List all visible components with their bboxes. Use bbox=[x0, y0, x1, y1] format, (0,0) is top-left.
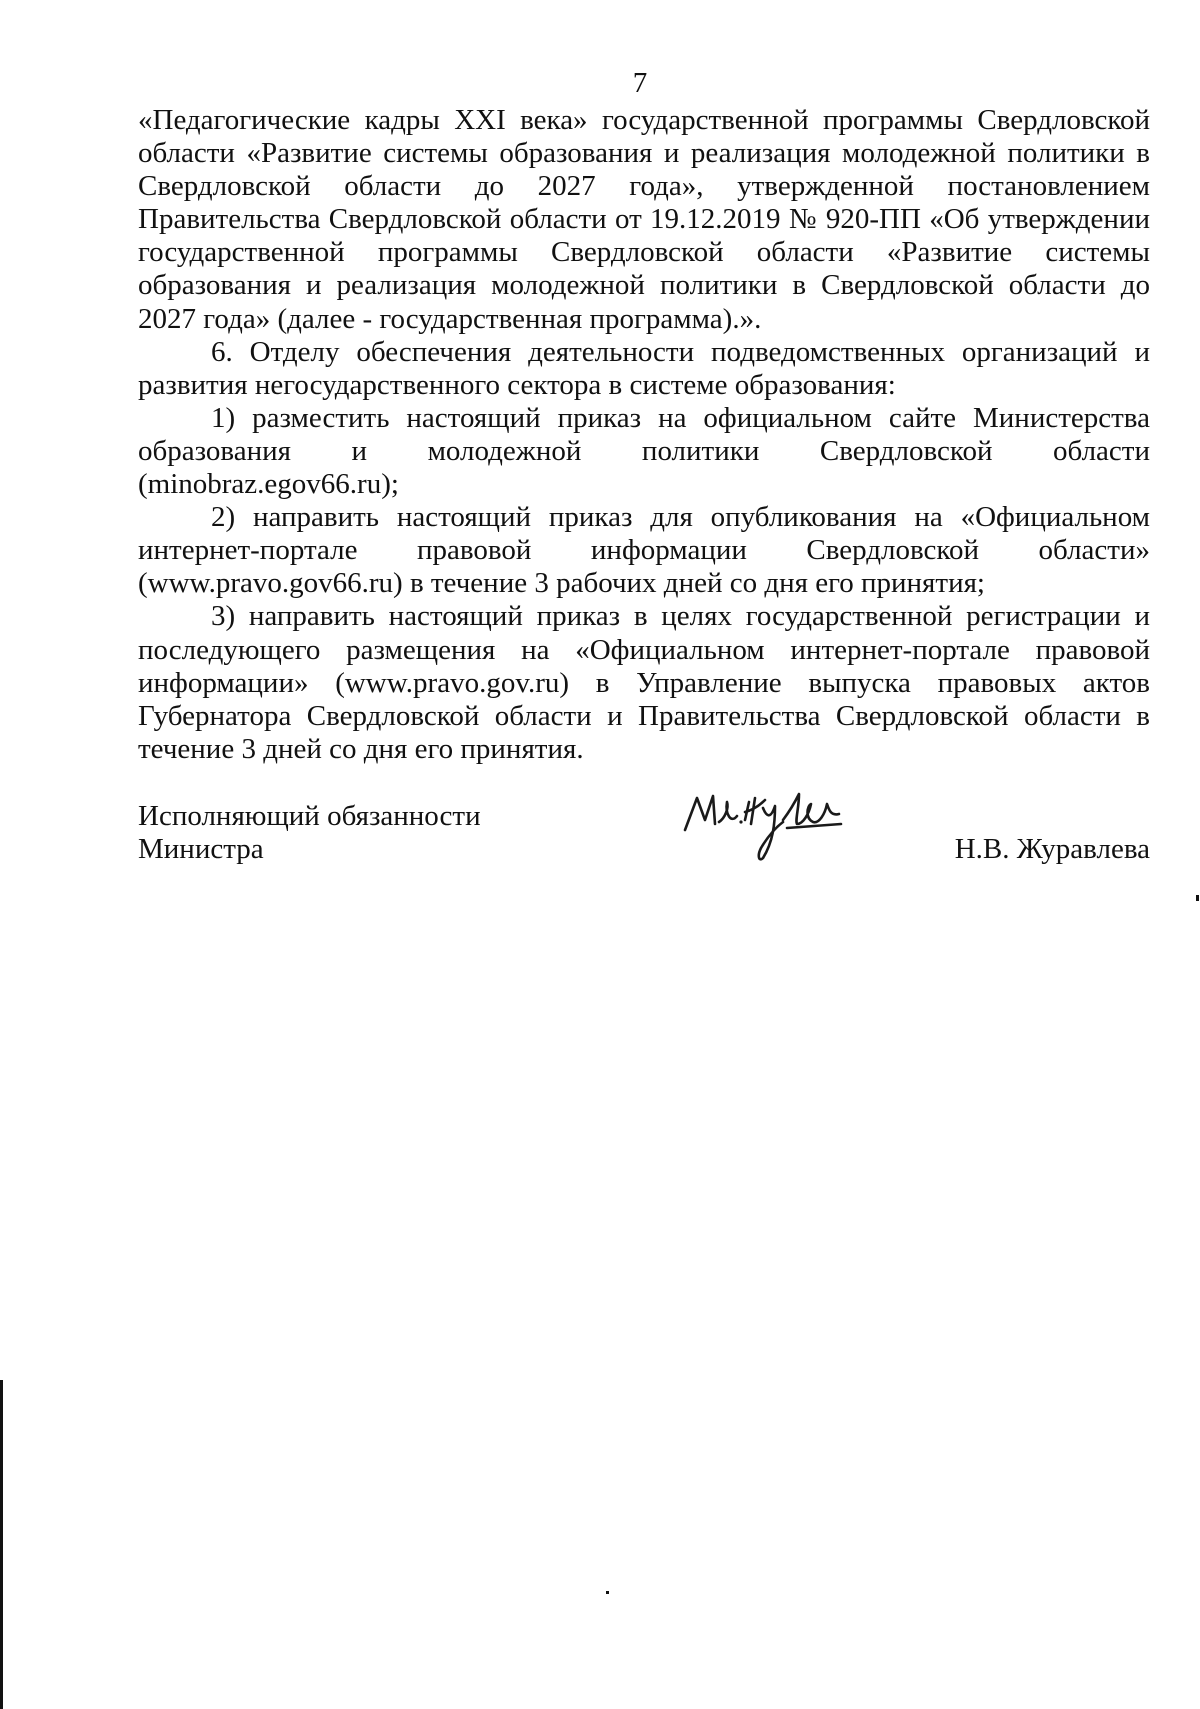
scan-edge-mark bbox=[0, 1380, 3, 1709]
signatory-position-line-2: Министра bbox=[138, 833, 264, 865]
paragraph-subitem-3: 3) направить настоящий приказ в целях государственной регистрации и последующего размещения на «Официальном интернет-портале правовой информации» (www.pravo.gov.ru) в Управление выпуска правовых актов Губернатора Свердловской области и Правительства Свердловской области в течение 3 дней со дня его принятия. bbox=[138, 600, 1150, 765]
signatory-name: Н.В. Журавлева bbox=[954, 833, 1150, 865]
paragraph-subitem-1: 1) разместить настоящий приказ на официальном сайте Министерства образования и молодежной политики Свердловской области (minobraz.egov66.ru); bbox=[138, 401, 1150, 501]
paragraph-subitem-2: 2) направить настоящий приказ для опубликования на «Официальном интернет-портале правовой информации Свердловской области» (www.pravo.gov66.ru) в течение 3 рабочих дней со дня его принятия; bbox=[138, 501, 1150, 600]
paragraph-item-6: 6. Отделу обеспечения деятельности подведомственных организаций и развития негосударственного сектора в системе образования: bbox=[138, 335, 1150, 401]
scan-dot-mark bbox=[1196, 895, 1199, 901]
paragraph-continuation: «Педагогические кадры XXI века» государственной программы Свердловской области «Развитие системы образования и реализация молодежной политики в Свердловской области до 2027 года», утвержденной постановлением Правительства Свердловской области от 19.12.2019 № 920-ПП «Об утверждении государственной программы Свердловской области «Развитие системы образования и реализация молодежной политики в Свердловской области до 2027 года» (далее - государственная программа).». bbox=[138, 104, 1150, 335]
signatory-position-line-1: Исполняющий обязанности bbox=[138, 800, 481, 832]
signature-block bbox=[138, 784, 1150, 874]
handwritten-signature bbox=[679, 784, 849, 864]
document-body bbox=[138, 104, 1150, 766]
scan-dot-mark bbox=[606, 1591, 609, 1594]
signatory-position bbox=[138, 800, 558, 866]
page-number: 7 bbox=[632, 67, 648, 99]
